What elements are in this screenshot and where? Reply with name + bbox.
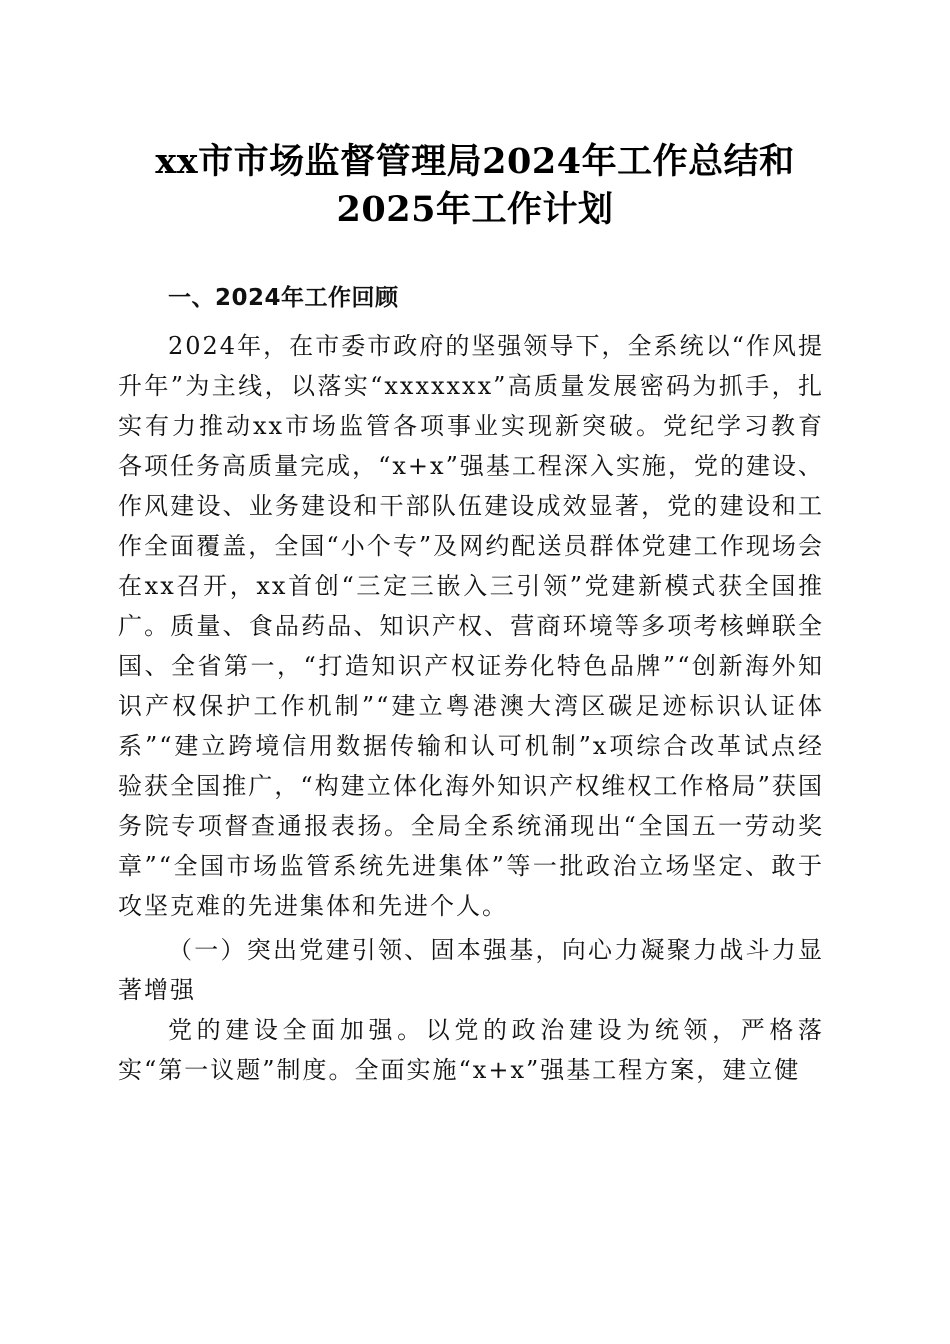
subsection-heading: （一）突出党建引领、固本强基，向心力凝聚力战斗力显著增强	[118, 936, 824, 1004]
section-heading: 一、2024年工作回顾	[168, 285, 399, 311]
body-paragraph: 2024年，在市委市政府的坚强领导下，全系统以“作风提升年”为主线，以落实“xxxxxxx”高质量发展密码为抓手，扎实有力推动xx市场监管各项事业实现新突破。党纪学习教育各项任务高质量完成，“x+x”强基工程深入实施，党的建设、作风建设、业务建设和干部队伍建设成效显著，党的建设和工作全面覆盖，全国“小个专”及网约配送员群体党建工作现场会在xx召开，xx首创“三定三嵌入三引领”党建新模式获全国推广。质量、食品药品、知识产权、营商环境等多项考核蝉联全国、全省第一，“打造知识产权证券化特色品牌”“创新海外知识产权保护工作机制”“建立粤港澳大湾区碳足迹标识认证体系”“建立跨境信用数据传输和认可机制”x项综合改革试点经验获全国推广，“构建立体化海外知识产权维权工作格局”获国务院专项督查通报表扬。全局全系统涌现出“全国五一劳动奖章”“全国市场监管系统先进集体”等一批政治立场坚定、敢于攻坚克难的先进集体和先进个人。	[118, 332, 824, 920]
document-body	[118, 280, 824, 1090]
document-title: xx市市场监督管理局2024年工作总结和2025年工作计划	[155, 141, 795, 230]
body-paragraph: 党的建设全面加强。以党的政治建设为统领，严格落实“第一议题”制度。全面实施“x+x”强基工程方案，建立健	[118, 1016, 824, 1084]
